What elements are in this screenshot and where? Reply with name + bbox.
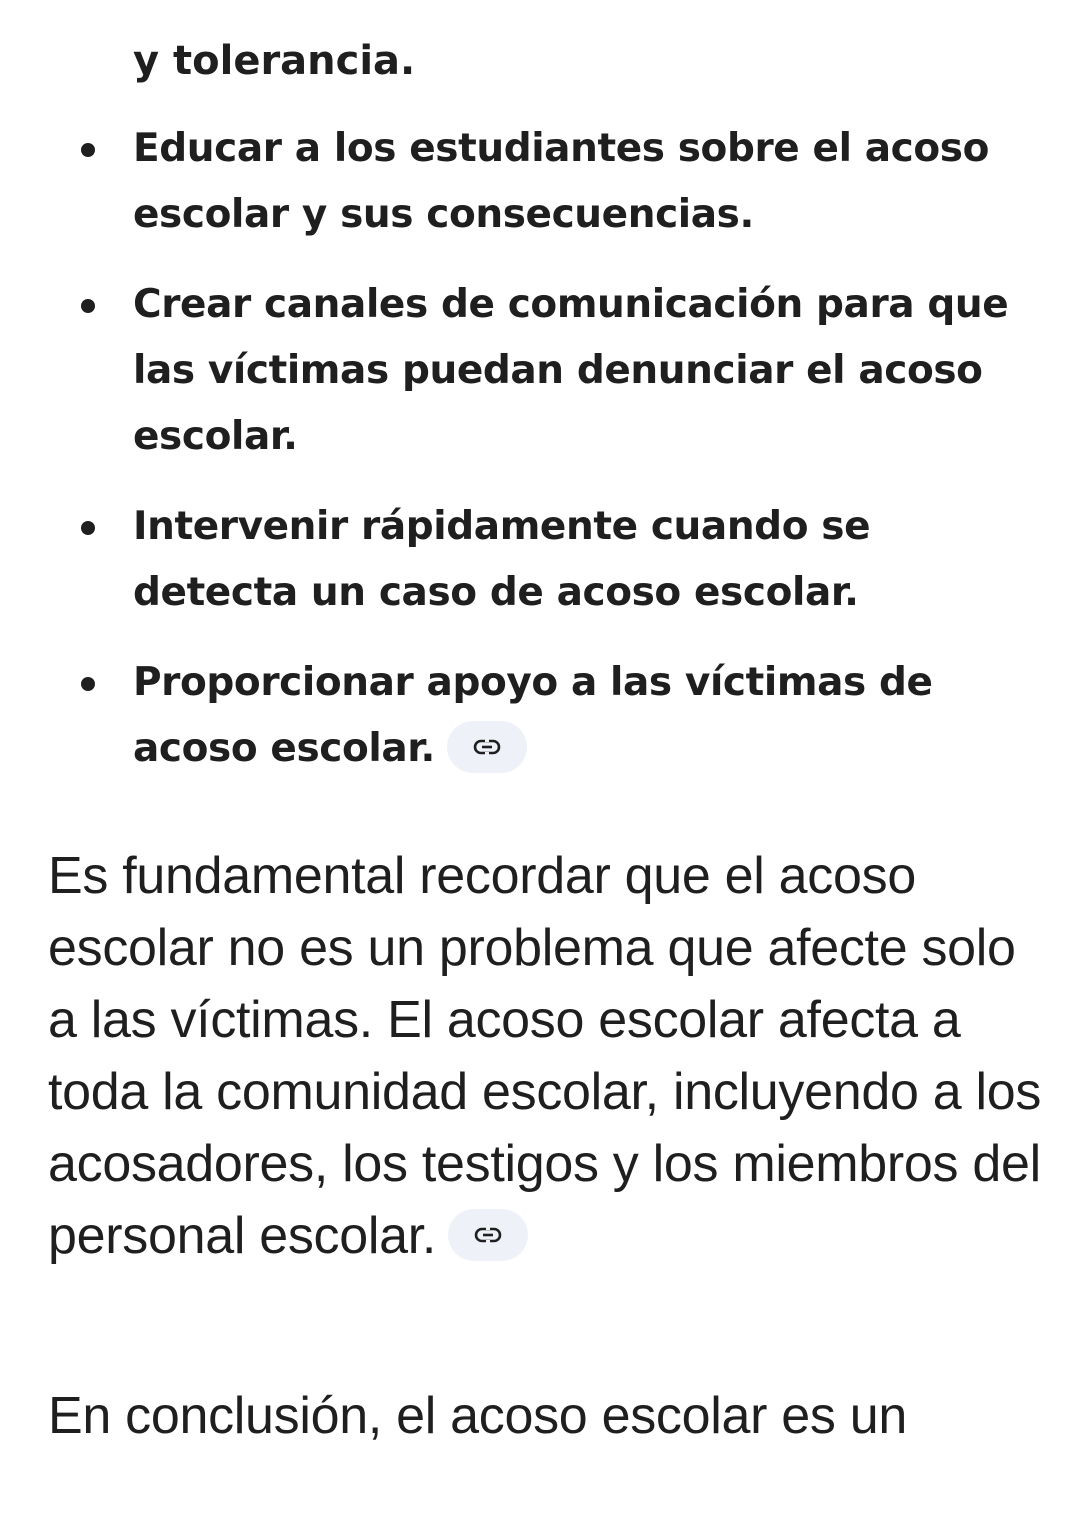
list-item-text: Proporcionar apoyo a las víctimas de acoso escolar. [133,660,933,771]
bullet-dot-icon [81,143,95,157]
list-item-text: Educar a los estudiantes sobre el acoso escolar y sus consecuencias. [133,126,989,237]
link-icon [473,737,501,757]
clipped-list-text: y tolerancia. [133,38,416,84]
recommendations-list [0,116,1080,806]
bullet-dot-icon [81,521,95,535]
list-item [0,650,1080,782]
source-link-chip[interactable] [447,721,527,773]
list-item [0,116,1080,248]
list-item-text: Intervenir rápidamente cuando se detecta un caso de acoso escolar. [133,504,871,615]
paragraph [48,840,1048,1272]
list-item [0,494,1080,626]
list-item-text: Crear canales de comunicación para que las víctimas puedan denunciar el acoso escolar. [133,282,1009,459]
paragraph-text: En conclusión, el acoso escolar es un [48,1387,907,1445]
source-link-chip[interactable] [448,1209,528,1261]
paragraph-text: Es fundamental recordar que el acoso escolar no es un problema que afecte solo a las víctimas. El acoso escolar afecta a toda la comunidad escolar, incluyendo a los acosadores, los testigos y los miembros del personal escolar. [48,847,1042,1265]
link-icon [474,1225,502,1245]
bullet-dot-icon [81,299,95,313]
list-item [0,272,1080,470]
paragraph [48,1380,1048,1452]
bullet-dot-icon [81,677,95,691]
